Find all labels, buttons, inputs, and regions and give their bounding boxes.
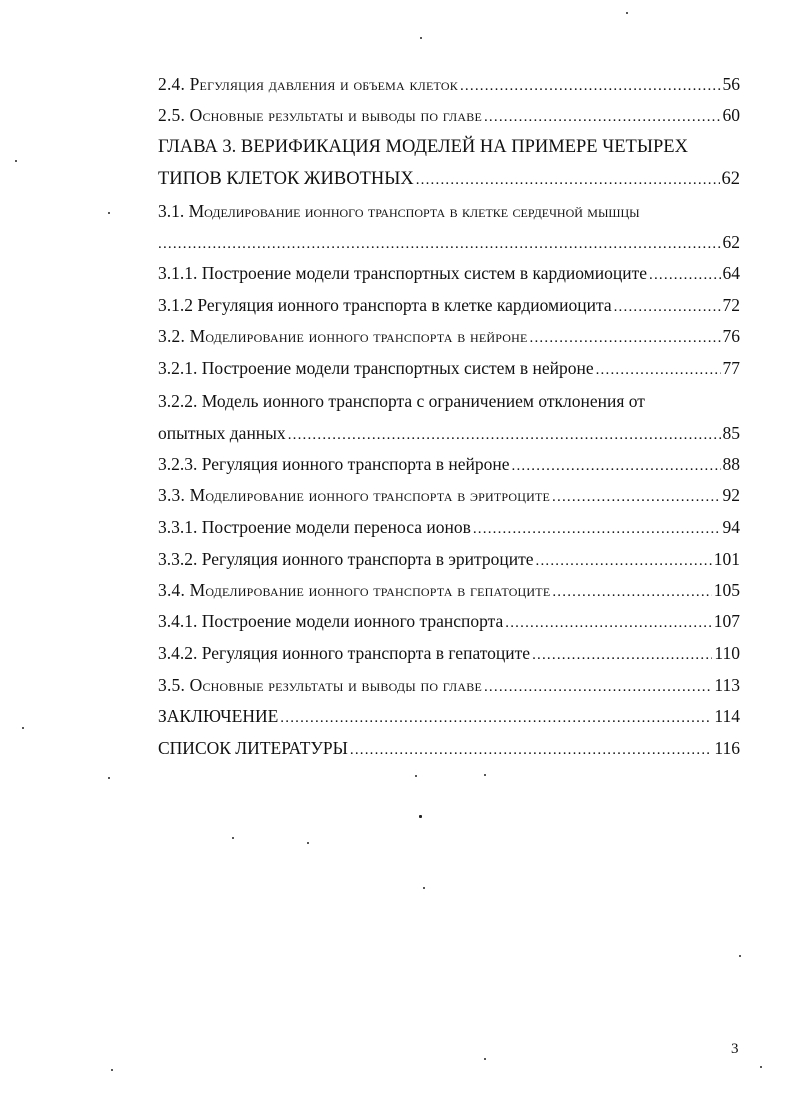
toc-entry-title: 3.2.2. Модель ионного транспорта с ограничением отклонения от (158, 391, 645, 411)
dot-leader (505, 612, 711, 634)
chapter-heading-line2: ТИПОВ КЛЕТОК ЖИВОТНЫХ (158, 169, 414, 189)
toc-entry-title: 3.1.1. Построение модели транспортных систем в кардиомиоците (158, 263, 648, 283)
toc-entry (158, 610, 740, 632)
toc-entry-page: 64 (722, 263, 740, 283)
toc-entry-page: 62 (722, 232, 740, 252)
toc-entry (158, 484, 740, 506)
dot-leader (280, 707, 712, 729)
toc-entry-page: 76 (722, 326, 740, 346)
dot-leader (552, 486, 720, 508)
toc-entry-page: 56 (722, 74, 740, 94)
dot-leader (532, 644, 712, 666)
toc-entry-continuation (158, 231, 740, 253)
scan-speck (108, 212, 110, 214)
toc-entry-page: 94 (722, 517, 740, 537)
scan-speck (419, 815, 422, 818)
dot-leader (473, 518, 721, 540)
toc-entry-title: 2.4. Регуляция давления и объема клеток (158, 74, 458, 94)
toc-entry (158, 705, 740, 727)
page-number: 3 (731, 1041, 739, 1057)
dot-leader (484, 106, 721, 128)
scan-speck (415, 775, 417, 777)
toc-entry (158, 325, 740, 347)
scan-speck (423, 887, 425, 889)
dot-leader (158, 233, 721, 255)
toc-entry-title-continuation: опытных данных (158, 423, 286, 443)
toc-entry-title: 3.3.1. Построение модели переноса ионов (158, 517, 471, 537)
dot-leader (552, 581, 711, 603)
toc-entry-title: ЗАКЛЮЧЕНИЕ (158, 706, 279, 726)
toc-entry-title: 3.4.1. Построение модели ионного транспорта (158, 611, 504, 631)
dot-leader (536, 550, 712, 572)
toc-entry-page: 92 (722, 485, 740, 505)
toc-entry-page: 62 (721, 169, 740, 189)
toc-entry-title: 3.2. Моделирование ионного транспорта в нейроне (158, 326, 528, 346)
dot-leader (484, 676, 712, 698)
scan-speck (15, 160, 17, 162)
scan-speck (232, 837, 234, 839)
scan-speck (108, 777, 110, 779)
toc-entry (158, 642, 740, 664)
dot-leader (614, 296, 721, 318)
toc-entry (158, 674, 740, 696)
toc-entry-page: 85 (722, 423, 740, 443)
toc-entry (158, 548, 740, 570)
scan-speck (111, 1069, 113, 1071)
dot-leader (460, 75, 721, 97)
toc-entry-title: 2.5. Основные результаты и выводы по главе (158, 105, 482, 125)
dot-leader (530, 327, 721, 349)
toc-entry-title: 3.5. Основные результаты и выводы по главе (158, 675, 482, 695)
toc-entry (158, 262, 740, 284)
toc-entry-page: 116 (714, 738, 740, 758)
toc-entry-page: 110 (714, 643, 740, 663)
scan-speck (626, 12, 628, 14)
toc-entry (158, 200, 740, 222)
dot-leader (350, 739, 713, 761)
scan-speck (760, 1066, 762, 1068)
toc-entry (158, 168, 740, 190)
toc-entry-page: 107 (713, 611, 740, 631)
toc-entry-page: 88 (722, 454, 740, 474)
dot-leader (512, 455, 721, 477)
scan-speck (22, 727, 24, 729)
toc-entry-title: 3.4. Моделирование ионного транспорта в гепатоците (158, 580, 551, 600)
dot-leader (288, 424, 721, 446)
toc-entry-page: 77 (722, 358, 740, 378)
toc-entry (158, 357, 740, 379)
toc-entry-title: 3.2.1. Построение модели транспортных систем в нейроне (158, 358, 594, 378)
toc-entry (158, 453, 740, 475)
scan-speck (484, 1058, 486, 1060)
toc-entry (158, 579, 740, 601)
scan-speck (484, 774, 486, 776)
toc-entry-title: 3.1.2 Регуляция ионного транспорта в клетке кардиомиоцита (158, 295, 612, 315)
toc-entry-page: 72 (722, 295, 740, 315)
toc-entry (158, 737, 740, 759)
dot-leader (649, 264, 720, 286)
toc-entry (158, 516, 740, 538)
toc-entry (158, 73, 740, 95)
toc-entry-page: 113 (714, 675, 740, 695)
chapter-heading-line1: ГЛАВА 3. ВЕРИФИКАЦИЯ МОДЕЛЕЙ НА ПРИМЕРЕ ЧЕТЫРЕХ (158, 137, 688, 157)
toc-entry (158, 104, 740, 126)
toc-entry-page: 105 (713, 580, 740, 600)
toc-entry-page: 101 (713, 549, 740, 569)
toc-entry-page: 114 (714, 706, 740, 726)
toc-entry-title: 3.4.2. Регуляция ионного транспорта в гепатоците (158, 643, 531, 663)
toc-entry (158, 294, 740, 316)
toc-entry-title: 3.3. Моделирование ионного транспорта в эритроците (158, 485, 551, 505)
toc-entry-title: 3.3.2. Регуляция ионного транспорта в эритроците (158, 549, 534, 569)
toc-entry-title: 3.2.3. Регуляция ионного транспорта в нейроне (158, 454, 510, 474)
toc-entry-continuation (158, 422, 740, 444)
toc-entry-title: СПИСОК ЛИТЕРАТУРЫ (158, 738, 348, 758)
dot-leader (596, 359, 721, 381)
scan-speck (739, 955, 741, 957)
toc-entry-title: 3.1. Моделирование ионного транспорта в клетке сердечной мышцы (158, 201, 640, 221)
scan-speck (307, 842, 309, 844)
toc-entry-page: 60 (722, 105, 740, 125)
toc-entry (158, 390, 740, 412)
scan-speck (420, 37, 422, 39)
dot-leader (416, 169, 720, 191)
